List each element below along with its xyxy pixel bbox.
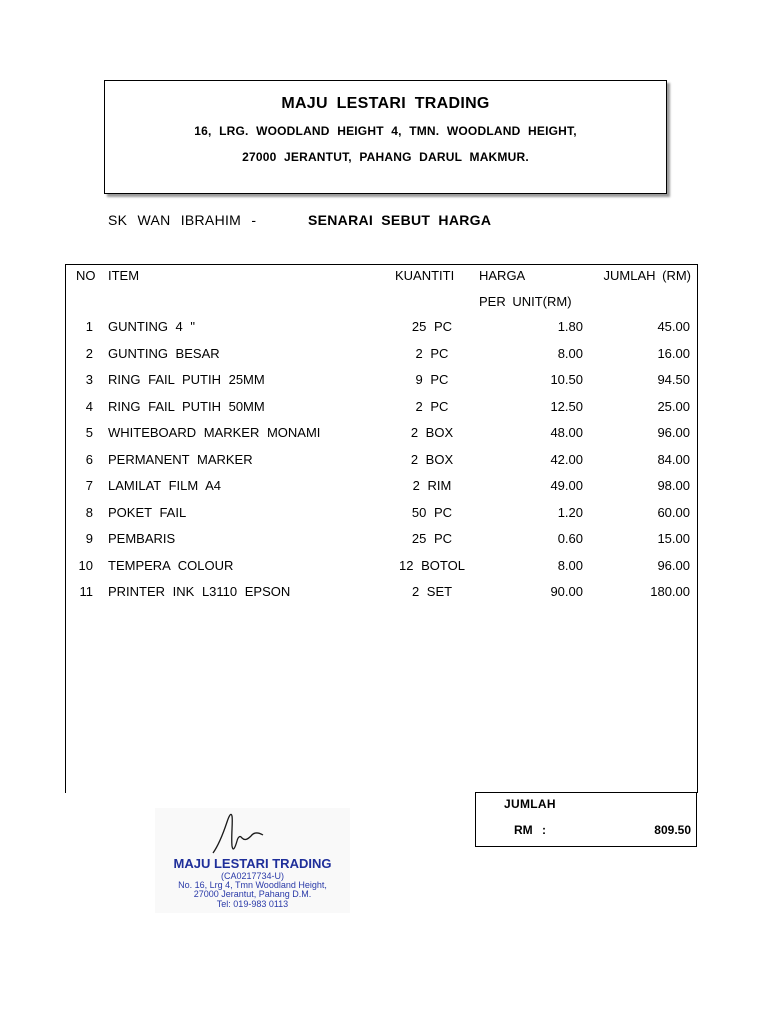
row-total: 96.00 [657, 557, 690, 573]
row-item: RING FAIL PUTIH 50MM [108, 398, 265, 414]
row-unit-price: 12.50 [550, 398, 583, 414]
header-unit-price: HARGA [479, 268, 526, 283]
row-item: LAMILAT FILM A4 [108, 478, 222, 493]
quotation-table [65, 264, 698, 793]
row-item: WHITEBOARD MARKER MONAMI [108, 425, 321, 440]
document-title: SENARAI SEBUT HARGA [308, 212, 492, 228]
row-quantity: 2 SET [411, 584, 453, 599]
company-address-line-1: 16, LRG. WOODLAND HEIGHT 4, TMN. WOODLAND HEIGHT, [194, 124, 577, 138]
table-row [66, 346, 697, 366]
row-unit-price: 8.00 [557, 345, 583, 361]
row-total: 94.50 [657, 372, 690, 387]
row-number: 6 [85, 451, 93, 467]
row-quantity: 25 PC [411, 319, 453, 334]
row-quantity: 2 BOX [410, 425, 454, 440]
header-total: JUMLAH (RM) [603, 268, 691, 283]
table-row [66, 558, 697, 578]
signature-icon [155, 808, 350, 858]
row-total: 180.00 [650, 584, 690, 599]
row-total: 96.00 [657, 425, 690, 440]
row-unit-price: 10.50 [550, 372, 583, 387]
school-name: SK WAN IBRAHIM - [108, 212, 257, 228]
row-number: 9 [85, 531, 93, 546]
row-unit-price: 48.00 [550, 425, 583, 440]
header-unit-price-line-2: PER UNIT(RM) [479, 294, 572, 309]
row-quantity: 2 PC [415, 345, 449, 361]
row-number: 7 [85, 478, 93, 493]
row-unit-price: 90.00 [550, 584, 583, 599]
table-row [66, 452, 697, 472]
row-unit-price: 49.00 [550, 478, 583, 493]
stamp-telephone: Tel: 019-983 0113 [216, 899, 289, 909]
row-total: 25.00 [657, 398, 690, 414]
row-quantity: 9 PC [415, 372, 449, 387]
row-number: 10 [78, 557, 93, 573]
row-total: 15.00 [657, 531, 690, 546]
stamp-company-name: MAJU LESTARI TRADING [173, 856, 332, 871]
header-item: ITEM [108, 268, 140, 283]
document-subtitle [108, 212, 492, 228]
row-number: 5 [85, 425, 93, 440]
company-stamp [155, 808, 350, 913]
row-item: TEMPERA COLOUR [108, 557, 234, 573]
row-item: POKET FAIL [108, 504, 187, 520]
row-number: 11 [79, 584, 93, 599]
row-total: 16.00 [657, 345, 690, 361]
currency-label: RM : [514, 823, 546, 837]
row-unit-price: 1.20 [557, 504, 583, 520]
row-quantity: 2 PC [415, 398, 449, 414]
stamp-address-line-1: No. 16, Lrg 4, Tmn Woodland Height, [178, 880, 327, 890]
table-row [66, 584, 697, 604]
table-row [66, 505, 697, 525]
row-item: GUNTING 4 " [108, 319, 196, 334]
company-header [104, 80, 667, 194]
row-unit-price: 42.00 [550, 451, 583, 467]
row-unit-price: 0.60 [557, 531, 583, 546]
row-number: 2 [85, 345, 93, 361]
row-item: PEMBARIS [108, 531, 176, 546]
grand-total-box [475, 792, 697, 847]
row-total: 60.00 [657, 504, 690, 520]
row-quantity: 25 PC [411, 531, 453, 546]
table-row [66, 399, 697, 419]
row-item: RING FAIL PUTIH 25MM [108, 372, 265, 387]
row-quantity: 50 PC [411, 504, 453, 520]
row-number: 3 [85, 372, 93, 387]
row-quantity: 2 BOX [410, 451, 454, 467]
row-quantity: 2 RIM [412, 478, 452, 493]
row-item: GUNTING BESAR [108, 345, 220, 361]
row-number: 8 [85, 504, 93, 520]
row-quantity: 12 BOTOL [399, 557, 465, 573]
stamp-address-line-2: 27000 Jerantut, Pahang D.M. [193, 889, 312, 899]
stamp-registration: (CA0217734-U) [220, 871, 285, 881]
row-total: 84.00 [657, 451, 690, 467]
row-unit-price: 1.80 [557, 319, 583, 334]
table-row [66, 425, 697, 445]
row-number: 4 [85, 398, 93, 414]
row-unit-price: 8.00 [557, 557, 583, 573]
table-row [66, 478, 697, 498]
company-name: MAJU LESTARI TRADING [281, 95, 490, 112]
table-row [66, 372, 697, 392]
table-row [66, 319, 697, 339]
company-address-line-2: 27000 JERANTUT, PAHANG DARUL MAKMUR. [242, 150, 529, 164]
row-item: PERMANENT MARKER [108, 451, 253, 467]
grand-total-value: 809.50 [654, 823, 691, 837]
row-item: PRINTER INK L3110 EPSON [108, 584, 291, 599]
header-quantity: KUANTITI [395, 268, 455, 283]
row-total: 45.00 [657, 319, 690, 334]
table-row [66, 531, 697, 551]
grand-total-label: JUMLAH [504, 797, 556, 811]
header-no: NO [76, 268, 96, 283]
row-number: 1 [85, 319, 93, 334]
row-total: 98.00 [657, 478, 690, 493]
